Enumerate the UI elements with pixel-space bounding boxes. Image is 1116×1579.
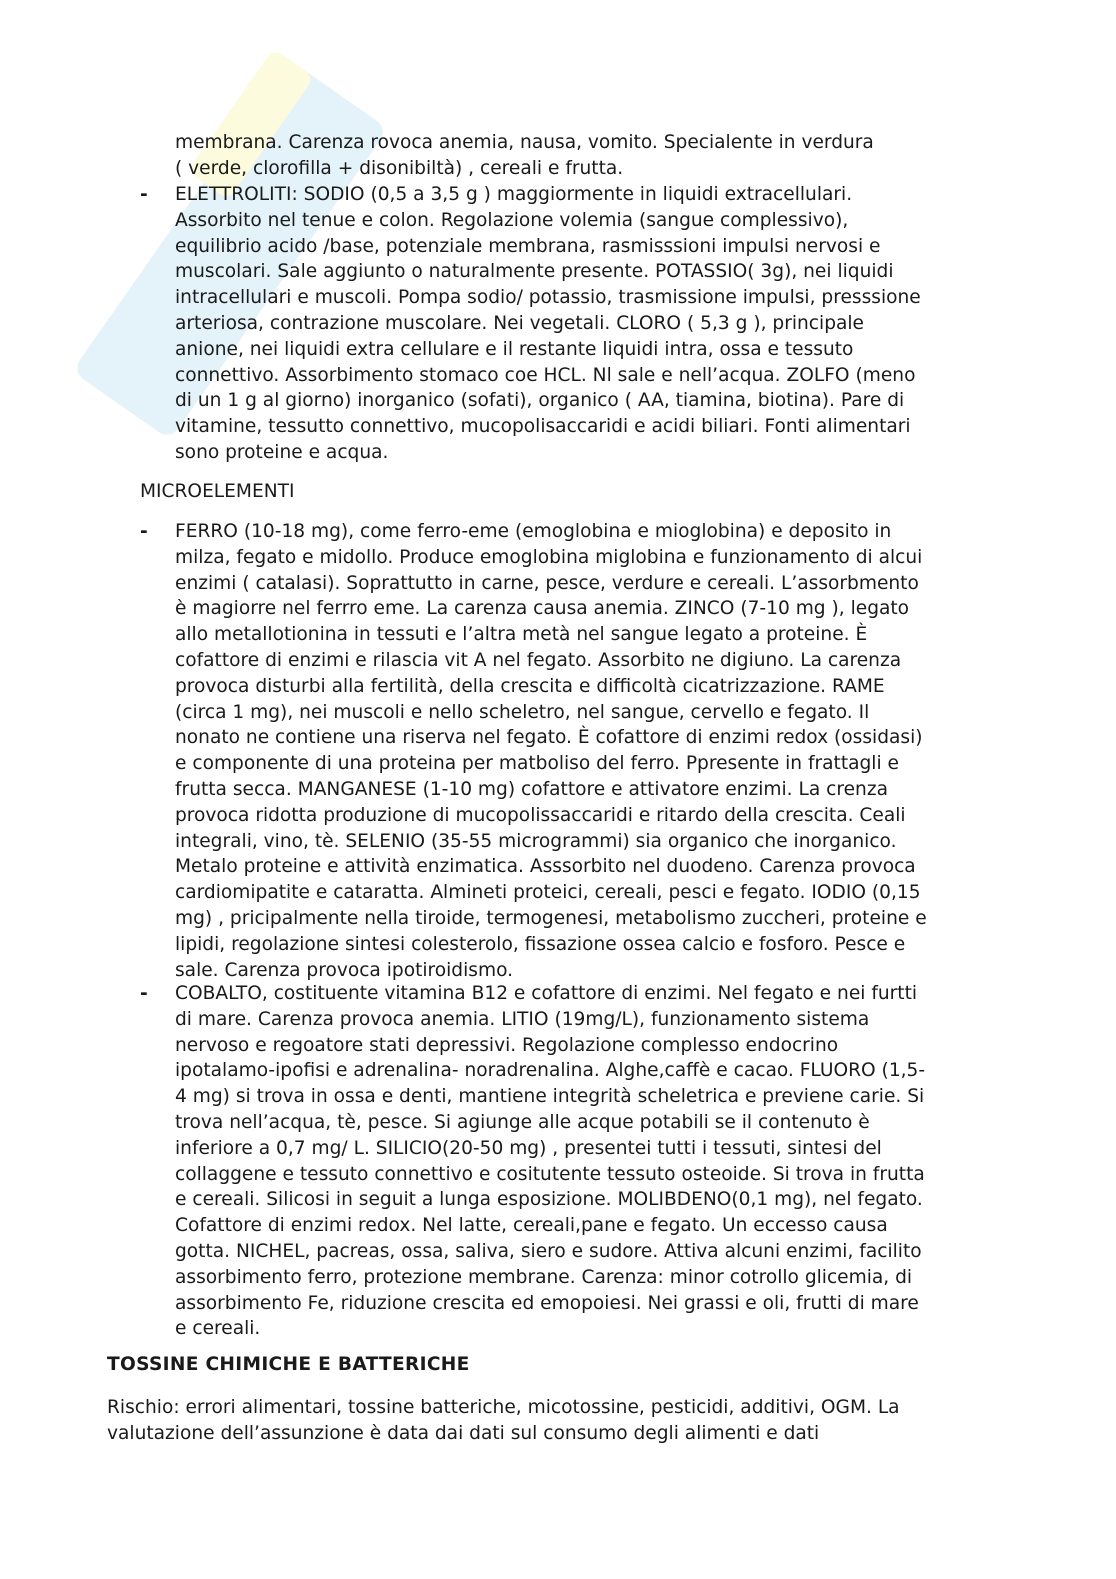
text-line: (circa 1 mg), nei muscoli e nello scheletro, nel sangue, cervello e fegato. Il [175,701,870,723]
text-line: Assorbito nel tenue e colon. Regolazione volemia (sangue complessivo), [175,209,849,231]
text-line: connettivo. Assorbimento stomaco coe HCL. Nl sale e nell’acqua. ZOLFO (meno [175,364,916,386]
text-line: Metalo proteine e attività enzimatica. Asssorbito nel duodeno. Carenza provoca [175,856,916,878]
text-line: e cereali. Silicosi in seguit a lunga esposizione. MOLIBDENO(0,1 mg), nel fegato. [175,1189,923,1211]
text-line: nonato ne contiene una riserva nel fegato. È cofattore di enzimi redox (ossidasi) [175,727,923,749]
paragraph-continuation [175,130,874,182]
text-line: provoca disturbi alla fertilità, della crescita e difficoltà cicatrizzazione. RAME [175,675,885,697]
text-line: frutta secca. MANGANESE (1-10 mg) cofattore e attivatore enzimi. La crenza [175,778,888,800]
text-line: assorbimento Fe, riduzione crescita ed emopoiesi. Nei grassi e oli, frutti di mare [175,1292,919,1314]
text-line: trova nell’acqua, tè, pesce. Si agiunge alle acque potabili se il contenuto è [175,1111,870,1133]
paragraph-cobalto [175,981,925,1342]
text-line: lipidi, regolazione sintesi colesterolo, fissazione ossea calcio e fosforo. Pesce e [175,933,906,955]
text-line: membrana. Carenza rovoca anemia, nausa, vomito. Specialente in verdura [175,132,874,153]
text-line: COBALTO, costituente vitamina B12 e cofattore di enzimi. Nel fegato e nei furtti [175,983,918,1004]
paragraph-tossine [107,1395,900,1447]
text-line: enzimi ( catalasi). Soprattutto in carne, pesce, verdure e cereali. L’assorbmento [175,572,919,594]
text-line: mg) , pricipalmente nella tiroide, termogenesi, metabolismo zuccheri, proteine e [175,907,927,929]
text-line: ipotalamo-ipofisi e adrenalina- noradrenalina. Alghe,caffè e cacao. FLUORO (1,5- [175,1060,926,1082]
paragraph-ferro [175,519,927,983]
text-line: muscolari. Sale aggiunto o naturalmente presente. POTASSIO( 3g), nei liquidi [175,261,894,283]
text-line: integrali, vino, tè. SELENIO (35-55 microgrammi) sia organico che inorganico. [175,830,897,852]
text-line: provoca ridotta produzione di mucopolissaccaridi e ritardo della crescita. Ceali [175,804,906,826]
bullet-marker: - [140,184,148,205]
text-line: 4 mg) si trova in ossa e denti, mantiene integrità scheletrica e previene carie. Si [175,1086,925,1108]
text-line: vitamine, tessutto connettivo, mucopolisaccaridi e acidi biliari. Fonti alimentari [175,416,911,438]
text-line: e cereali. [175,1318,261,1340]
text-line: cardiomipatite e cataratta. Almineti proteici, cereali, pesci e fegato. IODIO (0,15 [175,882,921,904]
text-line: di mare. Carenza provoca anemia. LITIO (19mg/L), funzionamento sistema [175,1008,870,1030]
subheading-microelementi: MICROELEMENTI [140,481,295,502]
text-line: allo metallotionina in tessuti e l’altra metà nel sangue legato a proteine. È [175,624,868,646]
text-line: inferiore a 0,7 mg/ L. SILICIO(20-50 mg) , presentei tutti i tessuti, sintesi del [175,1137,882,1159]
text-line: anione, nei liquidi extra cellulare e il restante liquidi intra, ossa e tessuto [175,338,854,360]
text-line: gotta. NICHEL, pacreas, ossa, saliva, siero e sudore. Attiva alcuni enzimi, facilito [175,1240,922,1262]
text-line: è magiorre nel ferrro eme. La carenza causa anemia. ZINCO (7-10 mg ), legato [175,598,910,620]
text-line: equilibrio acido /base, potenziale membrana, rasmisssioni impulsi nervosi e [175,235,881,257]
text-line: arteriosa, contrazione muscolare. Nei vegetali. CLORO ( 5,3 g ), principale [175,312,864,334]
text-line: sono proteine e acqua. [175,441,389,463]
text-line: sale. Carenza provoca ipotiroidismo. [175,959,514,981]
text-line: e componente di una proteina per matboliso del ferro. Ppresente in frattagli e [175,753,899,775]
text-line: collaggene e tessuto connettivo e cositutente tessuto osteoide. Si trova in frutta [175,1163,925,1185]
bullet-marker: - [140,983,148,1004]
text-line: milza, fegato e midollo. Produce emoglobina miglobina e funzionamento di alcui [175,546,923,568]
text-line: assorbimento ferro, protezione membrane. Carenza: minor cotrollo glicemia, di [175,1266,913,1288]
text-line: FERRO (10-18 mg), come ferro-eme (emoglobina e mioglobina) e deposito in [175,521,892,542]
text-line: cofattore di enzimi e rilascia vit A nel fegato. Assorbito ne digiuno. La carenza [175,649,902,671]
text-line: Cofattore di enzimi redox. Nel latte, cereali,pane e fegato. Un eccesso causa [175,1215,888,1237]
text-line: ELETTROLITI: SODIO (0,5 a 3,5 g ) maggiormente in liquidi extracellulari. [175,184,853,205]
text-line: ( verde, clorofilla + disonibiltà) , cereali e frutta. [175,157,624,179]
text-line: Rischio: errori alimentari, tossine batteriche, micotossine, pesticidi, additivi, OGM. La [107,1397,900,1418]
text-line: di un 1 g al giorno) inorganico (sofati), organico ( AA, tiamina, biotina). Pare di [175,390,905,412]
text-line: valutazione dell’assunzione è data dai dati sul consumo degli alimenti e dati [107,1422,820,1444]
paragraph-elettroliti [175,182,921,466]
bullet-marker: - [140,521,148,542]
text-line: nervoso e regoatore stati depressivi. Regolazione complesso endocrino [175,1034,839,1056]
text-line: intracellulari e muscoli. Pompa sodio/ potassio, trasmissione impulsi, presssione [175,287,921,309]
section-heading: TOSSINE CHIMICHE E BATTERICHE [107,1354,470,1375]
